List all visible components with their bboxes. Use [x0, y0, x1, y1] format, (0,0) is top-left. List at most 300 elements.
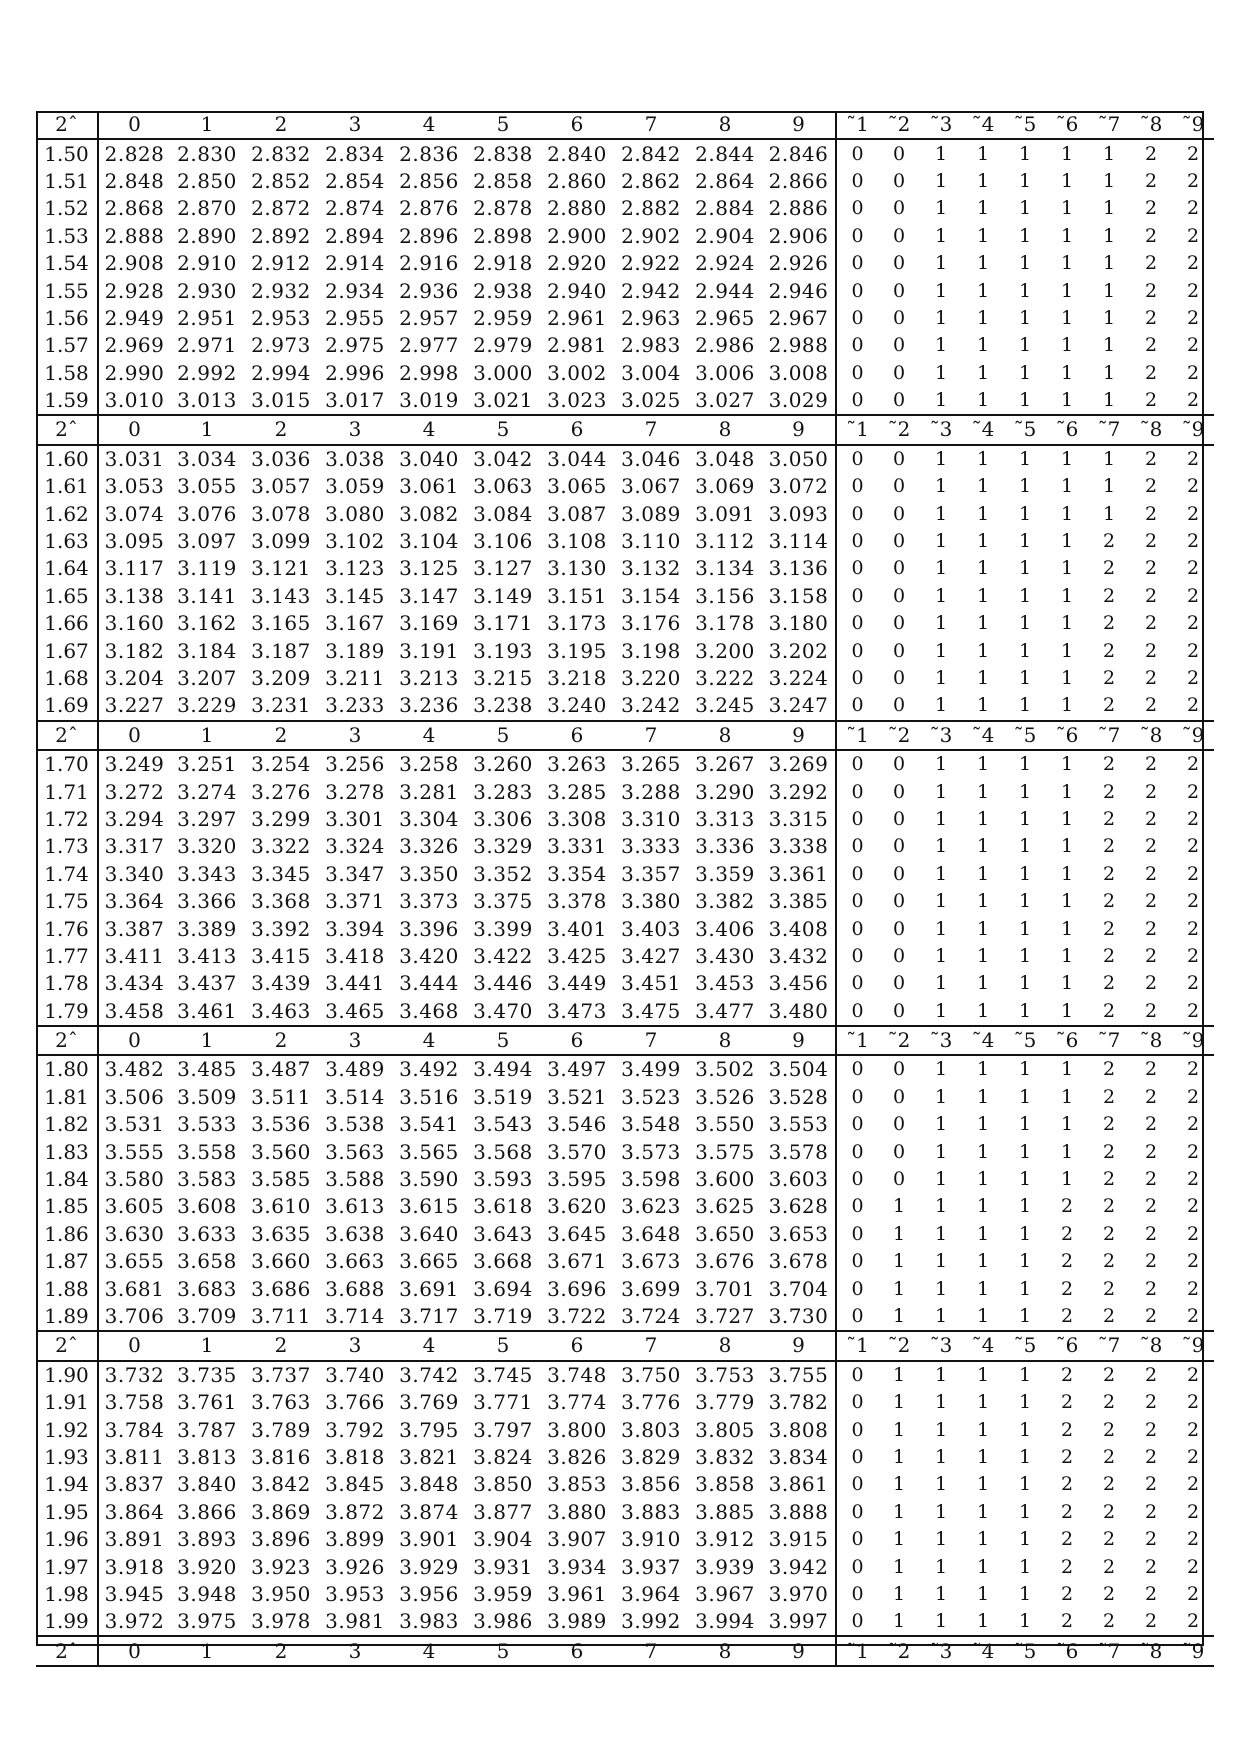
table-row	[36, 665, 1214, 692]
diff-cell: 1	[1018, 1277, 1032, 1300]
diff-cell: 0	[892, 972, 906, 995]
header-col: 2	[244, 1636, 318, 1665]
header-diff-col: ˜3	[920, 721, 962, 750]
value-cell: 3.845	[325, 1472, 385, 1497]
table-row	[36, 1138, 1214, 1165]
value-cell: 3.691	[399, 1276, 459, 1301]
value-cell: 2.828	[104, 141, 165, 166]
diff-cell: 1	[976, 639, 990, 662]
diff-cell: 0	[892, 1058, 906, 1081]
value-cell: 3.840	[177, 1472, 237, 1497]
value-cell: 3.178	[695, 611, 755, 636]
diff-cell: 1	[1018, 530, 1032, 553]
value-cell: 3.127	[473, 556, 533, 581]
value-cell: 3.034	[177, 446, 237, 471]
diff-cell: 2	[1102, 612, 1116, 635]
value-cell: 3.735	[177, 1362, 237, 1387]
value-cell: 3.618	[473, 1194, 533, 1219]
value-cell: 3.776	[621, 1390, 681, 1415]
diff-cell: 1	[1018, 862, 1032, 885]
value-cell: 3.038	[325, 446, 385, 471]
diff-cell: 1	[934, 1304, 948, 1327]
header-col: 4	[392, 1026, 466, 1055]
value-cell: 3.095	[104, 529, 165, 554]
value-cell: 2.834	[325, 141, 385, 166]
diff-cell: 2	[1144, 780, 1158, 803]
diff-cell: 2	[1186, 890, 1200, 913]
value-cell: 3.910	[621, 1527, 681, 1552]
value-cell: 2.967	[762, 305, 836, 332]
diff-cell: 0	[892, 224, 906, 247]
value-cell: 3.050	[762, 445, 836, 473]
diff-cell: 1	[934, 944, 948, 967]
diff-cell: 1	[934, 1582, 948, 1605]
diff-cell: 1	[976, 1250, 990, 1273]
diff-cell: 1	[976, 334, 990, 357]
diff-cell: 2	[1102, 639, 1116, 662]
row-label: 1.79	[36, 998, 98, 1026]
diff-cell: 2	[1102, 694, 1116, 717]
diff-cell: 1	[1018, 169, 1032, 192]
header-col: 4	[392, 1331, 466, 1360]
diff-cell: 0	[892, 447, 906, 470]
diff-cell: 1	[892, 1391, 906, 1414]
row-label: 1.85	[36, 1193, 98, 1220]
value-cell: 3.975	[177, 1609, 237, 1634]
value-cell: 3.104	[399, 529, 459, 554]
value-cell: 3.422	[473, 943, 533, 968]
diff-cell: 2	[1144, 279, 1158, 302]
table-row	[36, 610, 1214, 637]
table-row	[36, 915, 1214, 942]
value-cell: 3.912	[695, 1527, 755, 1552]
diff-cell: 1	[934, 334, 948, 357]
value-cell: 3.010	[104, 388, 165, 413]
header-col: 0	[98, 111, 170, 139]
header-diff-col: ˜4	[962, 1026, 1004, 1055]
value-cell: 3.084	[473, 501, 533, 526]
header-label: 2ˆ	[36, 721, 98, 750]
diff-cell: 2	[1144, 1222, 1158, 1245]
diff-cell: 1	[976, 1445, 990, 1468]
diff-cell: 1	[934, 197, 948, 220]
header-diff-col: ˜5	[1004, 111, 1046, 139]
value-cell: 3.154	[621, 583, 681, 608]
diff-cell: 1	[976, 1500, 990, 1523]
value-cell: 3.065	[547, 474, 607, 499]
value-cell: 3.660	[251, 1249, 311, 1274]
header-diff-col: ˜5	[1004, 415, 1046, 444]
header-diff-col: ˜4	[962, 1636, 1004, 1665]
value-cell: 2.866	[762, 168, 836, 195]
header-col: 3	[318, 1636, 392, 1665]
diff-cell: 0	[851, 807, 864, 830]
value-cell: 3.509	[177, 1084, 237, 1109]
header-col: 6	[540, 721, 614, 750]
value-cell: 3.784	[104, 1417, 165, 1442]
diff-cell: 1	[1102, 169, 1116, 192]
header-diff-col: ˜4	[962, 721, 1004, 750]
header-col: 7	[614, 1331, 688, 1360]
diff-cell: 1	[1018, 1582, 1032, 1605]
value-cell: 3.880	[547, 1499, 607, 1524]
row-label: 1.76	[36, 915, 98, 942]
value-cell: 2.953	[251, 305, 311, 330]
value-cell: 3.420	[399, 943, 459, 968]
value-cell: 3.742	[399, 1362, 459, 1387]
value-cell: 3.888	[762, 1499, 836, 1526]
diff-cell: 2	[1102, 1277, 1116, 1300]
diff-cell: 1	[1060, 142, 1074, 165]
diff-cell: 1	[1018, 252, 1032, 275]
diff-cell: 1	[976, 169, 990, 192]
row-label: 1.80	[36, 1055, 98, 1083]
value-cell: 3.774	[547, 1390, 607, 1415]
diff-cell: 1	[976, 999, 990, 1022]
diff-cell: 2	[1102, 862, 1116, 885]
value-cell: 3.899	[325, 1527, 385, 1552]
diff-cell: 0	[851, 835, 864, 858]
table-body	[36, 111, 1214, 1666]
value-cell: 2.854	[325, 168, 385, 193]
value-cell: 3.983	[399, 1609, 459, 1634]
value-cell: 3.536	[251, 1112, 311, 1137]
row-label: 1.67	[36, 637, 98, 664]
header-col: 9	[762, 111, 836, 139]
row-label: 1.66	[36, 610, 98, 637]
value-cell: 3.076	[177, 501, 237, 526]
table-row	[36, 528, 1214, 555]
row-label: 1.89	[36, 1303, 98, 1331]
row-label: 1.65	[36, 583, 98, 610]
value-cell: 3.198	[621, 638, 681, 663]
value-cell: 3.918	[104, 1554, 165, 1579]
value-cell: 3.027	[695, 388, 755, 413]
value-cell: 3.434	[104, 971, 165, 996]
value-cell: 3.560	[251, 1139, 311, 1164]
diff-cell: 1	[934, 1528, 948, 1551]
diff-cell: 0	[851, 1363, 864, 1386]
value-cell: 2.900	[547, 223, 607, 248]
value-cell: 3.213	[399, 666, 459, 690]
value-cell: 3.366	[177, 889, 237, 914]
header-col: 7	[614, 415, 688, 444]
diff-cell: 0	[892, 334, 906, 357]
value-cell: 3.766	[325, 1390, 385, 1415]
value-cell: 3.792	[325, 1417, 385, 1442]
value-cell: 3.202	[762, 637, 836, 664]
diff-cell: 1	[1060, 1113, 1074, 1136]
header-diff-col: ˜2	[878, 1636, 920, 1665]
value-cell: 3.956	[399, 1581, 459, 1606]
diff-cell: 1	[976, 944, 990, 967]
value-cell: 2.959	[473, 305, 533, 330]
diff-cell: 2	[1144, 447, 1158, 470]
diff-cell: 2	[1186, 475, 1200, 498]
value-cell: 3.158	[762, 583, 836, 610]
diff-cell: 2	[1102, 1222, 1116, 1245]
value-cell: 2.846	[762, 139, 836, 167]
diff-cell: 1	[934, 1113, 948, 1136]
value-cell: 2.838	[473, 141, 533, 166]
diff-cell: 1	[1018, 475, 1032, 498]
header-col: 0	[98, 415, 170, 444]
value-cell: 3.315	[762, 806, 836, 833]
value-cell: 3.247	[762, 692, 836, 720]
value-cell: 3.782	[762, 1389, 836, 1416]
value-cell: 2.916	[399, 251, 459, 276]
value-cell: 2.914	[325, 251, 385, 276]
value-cell: 3.272	[104, 779, 165, 804]
diff-cell: 2	[1186, 1418, 1200, 1441]
value-cell: 2.850	[177, 168, 237, 193]
value-cell: 3.446	[473, 971, 533, 996]
diff-cell: 0	[892, 361, 906, 384]
diff-cell: 2	[1186, 972, 1200, 995]
value-cell: 3.364	[104, 889, 165, 914]
diff-cell: 2	[1186, 279, 1200, 302]
diff-cell: 1	[1102, 502, 1116, 525]
value-cell: 3.343	[177, 861, 237, 886]
diff-cell: 2	[1186, 862, 1200, 885]
value-cell: 3.758	[104, 1390, 165, 1415]
value-cell: 3.877	[473, 1499, 533, 1524]
value-cell: 3.473	[547, 998, 607, 1023]
diff-cell: 2	[1102, 1473, 1116, 1496]
value-cell: 3.640	[399, 1221, 459, 1246]
value-cell: 3.797	[473, 1417, 533, 1442]
value-cell: 3.578	[762, 1138, 836, 1165]
value-cell: 3.288	[621, 779, 681, 804]
value-cell: 3.598	[621, 1167, 681, 1192]
diff-cell: 0	[851, 1140, 864, 1163]
header-col: 4	[392, 415, 466, 444]
table-row	[36, 168, 1214, 195]
diff-cell: 1	[976, 389, 990, 412]
diff-cell: 0	[851, 279, 864, 302]
diff-cell: 1	[976, 1140, 990, 1163]
row-label: 1.63	[36, 528, 98, 555]
header-col: 1	[170, 1026, 244, 1055]
header-diff-col: ˜6	[1046, 111, 1088, 139]
value-cell: 3.403	[621, 916, 681, 941]
value-cell: 3.730	[762, 1303, 836, 1331]
value-cell: 3.861	[762, 1471, 836, 1498]
value-cell: 3.573	[621, 1139, 681, 1164]
value-cell: 3.511	[251, 1084, 311, 1109]
row-label: 1.95	[36, 1499, 98, 1526]
table-row	[36, 500, 1214, 527]
diff-cell: 2	[1186, 447, 1200, 470]
diff-cell: 1	[976, 224, 990, 247]
value-cell: 3.021	[473, 388, 533, 413]
value-cell: 3.753	[695, 1362, 755, 1387]
diff-cell: 2	[1102, 1304, 1116, 1327]
value-cell: 3.162	[177, 611, 237, 636]
value-cell: 3.269	[762, 750, 836, 778]
value-cell: 3.350	[399, 861, 459, 886]
diff-cell: 2	[1102, 1610, 1116, 1633]
diff-cell: 1	[934, 639, 948, 662]
value-cell: 3.258	[399, 752, 459, 777]
header-diff-col: ˜9	[1172, 1026, 1214, 1055]
diff-cell: 0	[851, 1058, 864, 1081]
value-cell: 3.808	[762, 1416, 836, 1443]
diff-cell: 1	[976, 1363, 990, 1386]
value-cell: 3.866	[177, 1499, 237, 1524]
diff-cell: 1	[892, 1473, 906, 1496]
diff-cell: 2	[1144, 1555, 1158, 1578]
value-cell: 3.926	[325, 1554, 385, 1579]
diff-cell: 0	[851, 1418, 864, 1441]
diff-cell: 1	[934, 1222, 948, 1245]
value-cell: 3.711	[251, 1303, 311, 1328]
header-col: 2	[244, 1026, 318, 1055]
value-cell: 3.042	[473, 446, 533, 471]
diff-cell: 2	[1186, 389, 1200, 412]
value-cell: 3.588	[325, 1167, 385, 1192]
diff-cell: 0	[851, 530, 864, 553]
value-cell: 3.306	[473, 806, 533, 831]
header-diff-col: ˜2	[878, 111, 920, 139]
value-cell: 3.399	[473, 916, 533, 941]
value-cell: 3.842	[251, 1472, 311, 1497]
value-cell: 3.182	[104, 638, 165, 663]
value-cell: 3.361	[762, 861, 836, 888]
diff-cell: 2	[1102, 1391, 1116, 1414]
value-cell: 3.387	[104, 916, 165, 941]
row-label: 1.72	[36, 806, 98, 833]
table-row	[36, 1055, 1214, 1083]
diff-cell: 1	[934, 999, 948, 1022]
value-cell: 3.633	[177, 1221, 237, 1246]
value-cell: 3.939	[695, 1554, 755, 1579]
header-col: 6	[540, 415, 614, 444]
value-cell: 3.853	[547, 1472, 607, 1497]
diff-cell: 2	[1102, 667, 1116, 689]
value-cell: 3.643	[473, 1221, 533, 1246]
value-cell: 2.858	[473, 168, 533, 193]
value-cell: 3.263	[547, 752, 607, 777]
value-cell: 3.516	[399, 1084, 459, 1109]
diff-cell: 0	[851, 917, 864, 940]
value-cell: 3.832	[695, 1444, 755, 1469]
value-cell: 3.550	[695, 1112, 755, 1137]
value-cell: 3.408	[762, 915, 836, 942]
diff-cell: 1	[1018, 753, 1032, 776]
diff-cell: 2	[1144, 1250, 1158, 1273]
diff-cell: 2	[1144, 1140, 1158, 1163]
value-cell: 3.575	[695, 1139, 755, 1164]
value-cell: 3.099	[251, 529, 311, 554]
diff-cell: 1	[1060, 890, 1074, 913]
diff-cell: 1	[892, 1195, 906, 1218]
value-cell: 3.106	[473, 529, 533, 554]
value-cell: 3.046	[621, 446, 681, 471]
row-label: 1.51	[36, 168, 98, 195]
value-cell: 3.063	[473, 474, 533, 499]
diff-cell: 2	[1144, 1195, 1158, 1218]
value-cell: 3.297	[177, 806, 237, 831]
table-row	[36, 195, 1214, 222]
diff-cell: 0	[851, 475, 864, 498]
value-cell: 3.570	[547, 1139, 607, 1164]
value-cell: 3.915	[762, 1526, 836, 1553]
diff-cell: 2	[1102, 1528, 1116, 1551]
diff-cell: 0	[851, 1222, 864, 1245]
value-cell: 2.832	[251, 141, 311, 166]
value-cell: 3.025	[621, 388, 681, 413]
diff-cell: 1	[892, 1555, 906, 1578]
value-cell: 3.714	[325, 1303, 385, 1328]
header-col: 9	[762, 415, 836, 444]
diff-cell: 1	[934, 169, 948, 192]
diff-cell: 2	[1186, 1610, 1200, 1633]
row-label: 1.59	[36, 387, 98, 415]
value-cell: 3.837	[104, 1472, 165, 1497]
value-cell: 2.955	[325, 305, 385, 330]
table-row	[36, 1221, 1214, 1248]
value-cell: 3.970	[762, 1581, 836, 1608]
diff-cell: 2	[1186, 1277, 1200, 1300]
diff-cell: 1	[934, 1195, 948, 1218]
diff-cell: 1	[1060, 197, 1074, 220]
value-cell: 2.922	[621, 251, 681, 276]
value-cell: 3.950	[251, 1581, 311, 1606]
diff-cell: 1	[1018, 612, 1032, 635]
diff-cell: 2	[1186, 224, 1200, 247]
header-label: 2ˆ	[36, 1636, 98, 1665]
diff-cell: 1	[934, 780, 948, 803]
value-cell: 3.040	[399, 446, 459, 471]
header-col: 5	[466, 1026, 540, 1055]
value-cell: 3.896	[251, 1527, 311, 1552]
diff-cell: 0	[851, 972, 864, 995]
diff-cell: 1	[976, 502, 990, 525]
header-col: 0	[98, 721, 170, 750]
value-cell: 3.267	[695, 752, 755, 777]
diff-cell: 2	[1102, 1500, 1116, 1523]
value-cell: 2.844	[695, 141, 755, 166]
diff-cell: 2	[1186, 142, 1200, 165]
diff-cell: 1	[934, 1250, 948, 1273]
value-cell: 3.541	[399, 1112, 459, 1137]
value-cell: 2.930	[177, 278, 237, 303]
value-cell: 3.072	[762, 473, 836, 500]
diff-cell: 2	[1144, 252, 1158, 275]
value-cell: 3.533	[177, 1112, 237, 1137]
value-cell: 3.470	[473, 998, 533, 1023]
value-cell: 3.145	[325, 583, 385, 608]
diff-cell: 1	[934, 1445, 948, 1468]
diff-cell: 1	[1102, 197, 1116, 220]
value-cell: 3.151	[547, 583, 607, 608]
value-cell: 2.898	[473, 223, 533, 248]
table-row	[36, 1361, 1214, 1389]
value-cell: 2.896	[399, 223, 459, 248]
value-cell: 3.165	[251, 611, 311, 636]
table-row	[36, 250, 1214, 277]
header-diff-col: ˜5	[1004, 1331, 1046, 1360]
diff-cell: 2	[1186, 334, 1200, 357]
diff-cell: 1	[976, 667, 990, 689]
value-cell: 3.727	[695, 1303, 755, 1328]
diff-cell: 1	[1060, 1140, 1074, 1163]
value-cell: 3.528	[762, 1084, 836, 1111]
value-cell: 3.653	[762, 1221, 836, 1248]
diff-cell: 2	[1144, 475, 1158, 498]
diff-cell: 1	[1060, 999, 1074, 1022]
